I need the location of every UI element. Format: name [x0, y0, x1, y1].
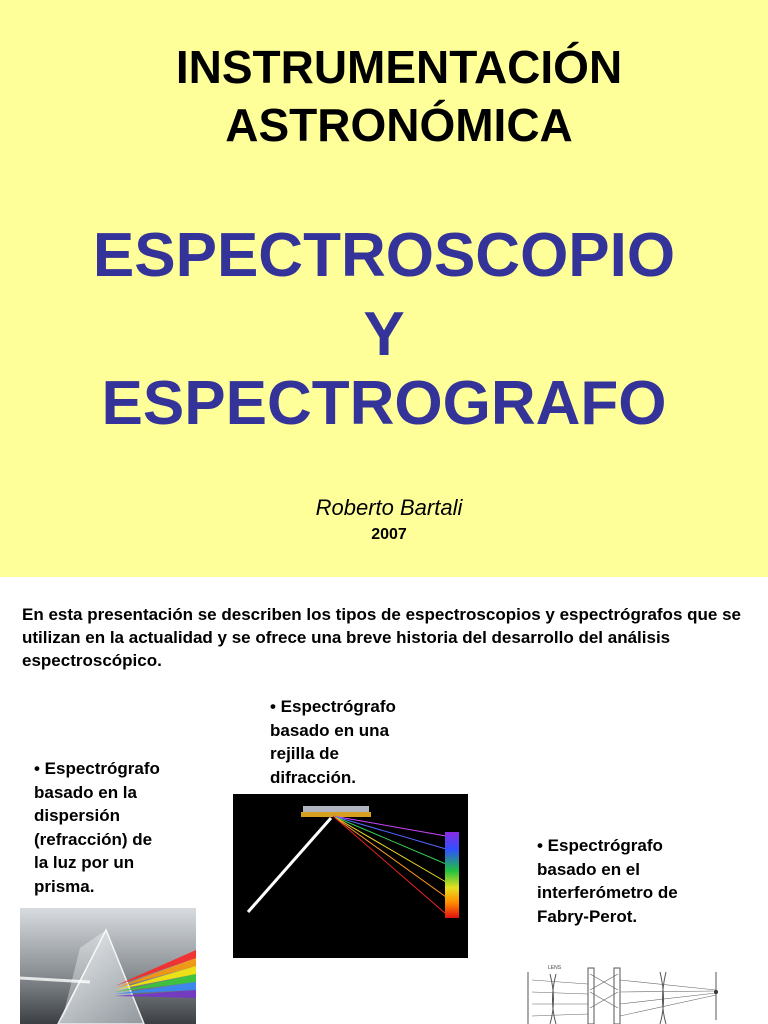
caption-line: • Espectrógrafo	[34, 759, 160, 778]
subtitle-line-2: Y	[363, 300, 405, 369]
year: 2007	[371, 526, 407, 543]
subtitle-line-3: ESPECTROGRAFO	[101, 369, 667, 438]
caption-line: • Espectrógrafo	[537, 836, 663, 855]
caption-line: dispersión	[34, 806, 120, 825]
caption-grating	[270, 695, 396, 789]
caption-line: • Espectrógrafo	[270, 697, 396, 716]
caption-fabry-perot	[537, 834, 678, 928]
subtitle-line-1: ESPECTROSCOPIO	[92, 221, 676, 290]
caption-line: rejilla de	[270, 744, 339, 763]
title-line-2: ASTRONÓMICA	[225, 99, 573, 151]
intro-paragraph: En esta presentación se describen los tipos de espectroscopios y espectrógrafos que se utilizan en la actualidad y se ofrece una breve historia del desarrollo del análisis espectroscópico.	[22, 605, 741, 670]
author-name: Roberto Bartali	[315, 495, 463, 520]
caption-line: (refracción) de	[34, 829, 153, 849]
caption-line: difracción.	[270, 767, 356, 787]
lens-label: LENS	[548, 965, 562, 971]
caption-line: basado en una	[270, 720, 390, 740]
prism-photo	[20, 908, 196, 1024]
diffraction-grating-diagram	[233, 794, 468, 958]
caption-line: basado en la	[34, 782, 137, 802]
title-line-1: INSTRUMENTACIÓN	[175, 41, 623, 93]
caption-prism	[34, 757, 160, 898]
caption-line: interferómetro de	[537, 883, 678, 902]
caption-line: basado en el	[537, 859, 640, 879]
caption-line: la luz por un	[34, 853, 135, 872]
caption-line: Fabry-Perot.	[537, 906, 638, 926]
fabry-perot-diagram	[520, 960, 768, 1024]
caption-line: prisma.	[34, 876, 95, 896]
